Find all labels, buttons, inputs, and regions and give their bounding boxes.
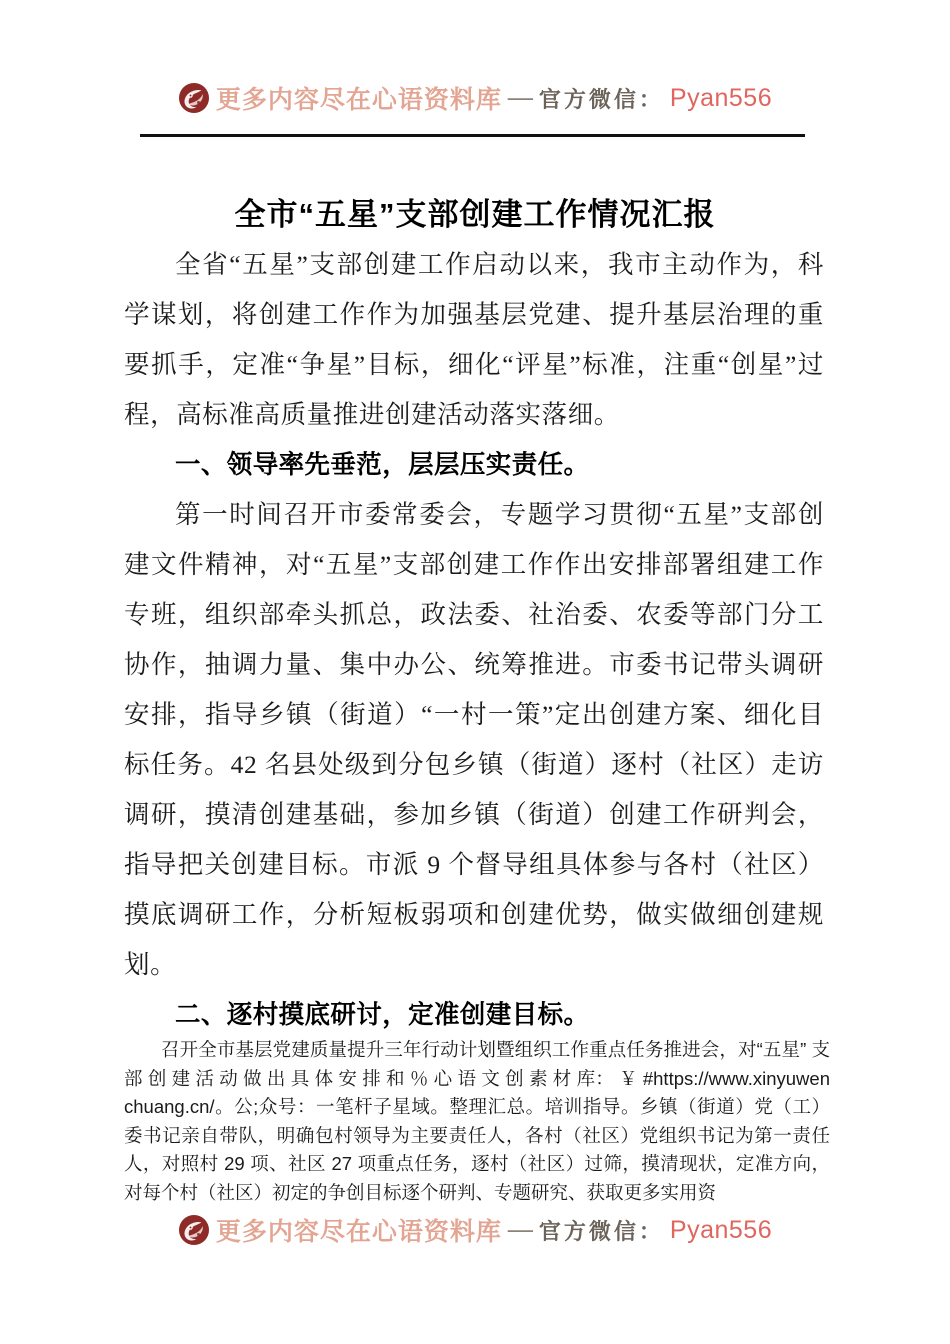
watermark-main-text: 更多内容尽在心语资料库 [215,1219,502,1246]
document-body [124,240,824,1040]
body-paragraph: 第一时间召开市委常委会，专题学习贯彻“五星”支部创建文件精神，对“五星”支部创建工作作出安排部署组建工作专班，组织部牵头抓总，政法委、社治委、农委等部门分工协作，抽调力量、集中办公、统筹推进。市委书记带头调研安排，指导乡镇（街道）“一村一策”定出创建方案、细化目标任务。42 名县处级到分包乡镇（街道）逐村（社区）走访调研，摸清创建基础，参加乡镇（街道）创建工作研判会，指导把关创建目标。市派 9 个督导组具体参与各村（社区）摸底调研工作，分析短板弱项和创建优势，做实做细创建规划。 [124,500,824,979]
body-paragraph: 全省“五星”支部创建工作启动以来，我市主动作为，科学谋划，将创建工作作为加强基层党建、提升基层治理的重要抓手，定准“争星”目标，细化“评星”标准，注重“创星”过程，高标准高质量推进创建活动落实落细。 [124,250,824,429]
watermark-wechat-label: 官方微信： [538,86,664,112]
page-title: 全市“五星”支部创建工作情况汇报 [234,196,716,232]
document-small-text-block [124,1036,830,1208]
watermark-wechat-id: Pyan556 [669,1215,773,1244]
section-heading: 一、领导率先垂范，层层压实责任。 [175,451,590,479]
section-heading: 二、逐村摸底研讨，定准创建目标。 [175,1001,590,1029]
header-watermark [0,80,950,116]
footer-watermark [0,1212,950,1248]
header-divider [140,134,805,137]
watermark-wechat-id: Pyan556 [669,83,773,112]
site-logo-icon [178,1214,210,1246]
small-paragraph: 召开全市基层党建质量提升三年行动计划暨组织工作重点任务推进会，对“五星” 支 部 创 建 活 动 做 出 具 体 安 排 和 ％ 心 语 文 创 素 材 库： ￥ #https://www.xinyuwenchuang.cn/。公;众号：一笔杆子星域。整理汇总。培训指导。乡镇（街道）党（工）委书记亲自带队，明确包村领导为主要责任人，各村（社区）党组织书记为第一责任人，对照村 29 项、社区 27 项重点任务，逐村（社区）过筛，摸清现状，定准方向，对每个村（社区）初定的争创目标逐个研判、专题研究、获取更多实用资 [124,1039,830,1203]
watermark-main-text: 更多内容尽在心语资料库 [215,87,502,114]
watermark-dash: — [507,84,533,111]
watermark-dash: — [507,1216,533,1243]
watermark-wechat-label: 官方微信： [538,1218,664,1244]
site-logo-icon [178,82,210,114]
